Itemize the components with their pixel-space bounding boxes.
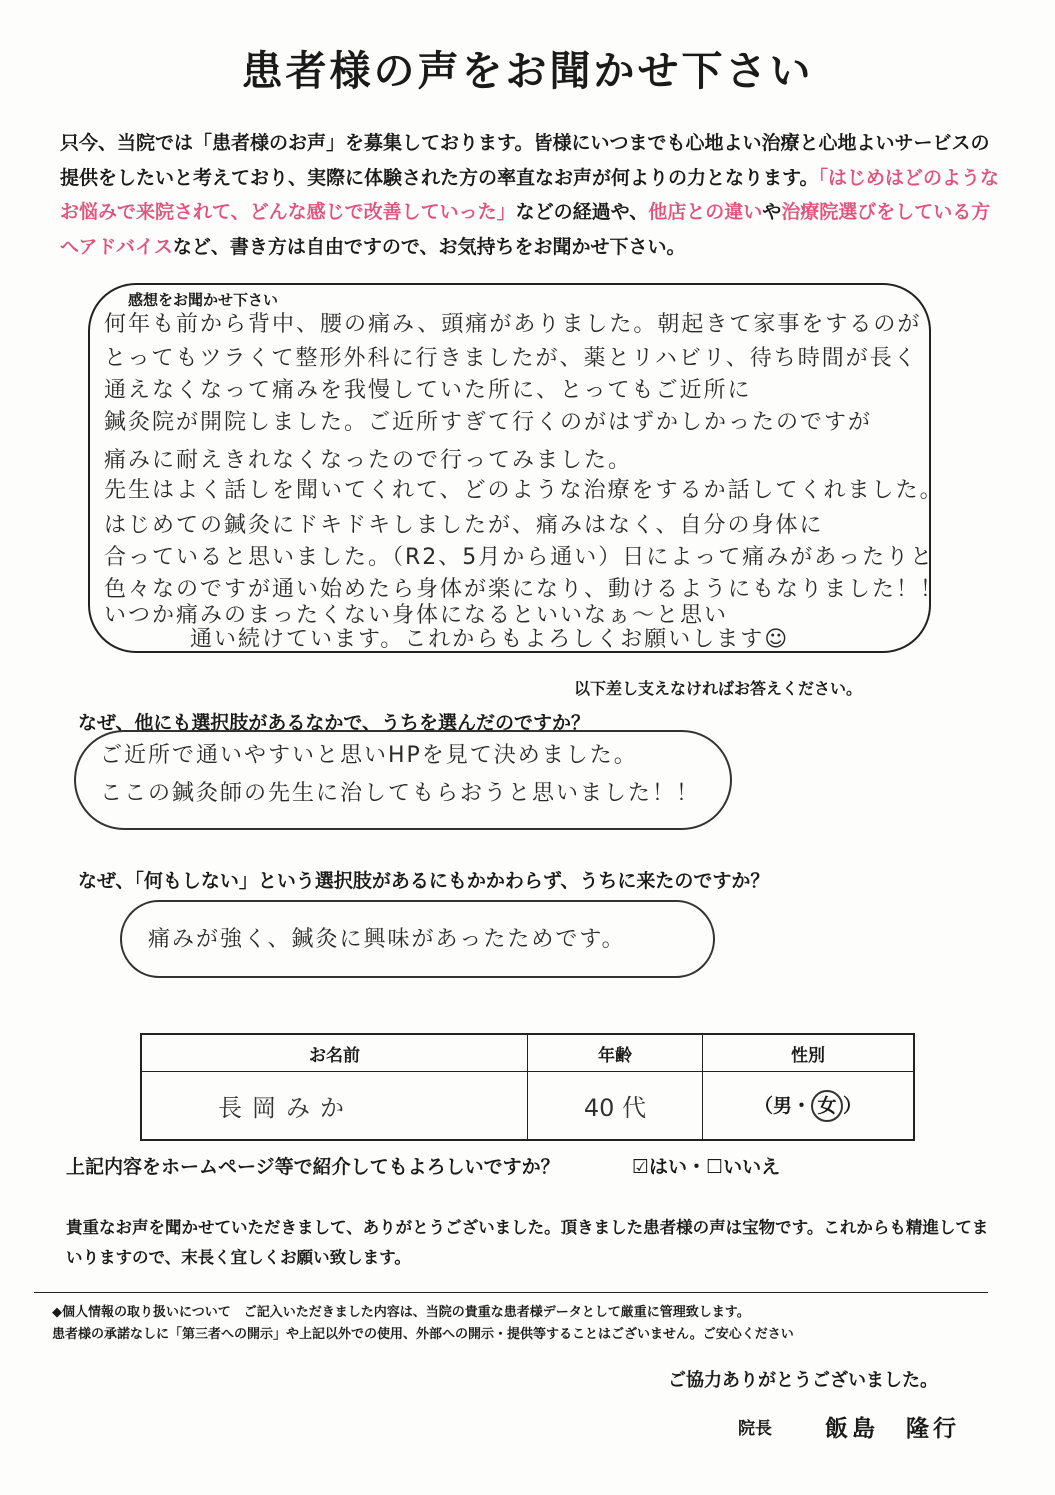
impression-line: とってもツラくて整形外科に行きましたが、薬とリハビリ、待ち時間が長く [104, 346, 918, 371]
impression-line: 何年も前から背中、腰の痛み、頭痛がありました。朝起きて家事をするのが [104, 312, 922, 337]
director-name: 飯島 隆行 [825, 1416, 960, 1442]
intro-text: 只今、当院では「患者様のお声」を募集しております。皆様にいつまでも心地よい治療と心地よいサービスの提供をしたいと考えており、実際に体験された方の率直なお声が何よりの力となります。 [60, 132, 990, 189]
intro-paragraph [60, 126, 1000, 264]
consent-no-label: いいえ [723, 1156, 781, 1178]
header-gender: 性別 [703, 1034, 915, 1072]
closing-message: 貴重なお声を聞かせていただきまして、ありがとうございました。頂きました患者様の声は宝物です。これからも精進してまいりますので、末長く宜しくお願い致します。 [66, 1218, 989, 1267]
thanks-message: ご協力ありがとうございました。 [668, 1370, 938, 1391]
answer-1-line: ご近所で通いやすいと思いHPを見て決めました。 [100, 743, 638, 768]
gender-open: （男・ [753, 1094, 811, 1117]
intro-text: など、書き方は自由ですので、お気持ちをお聞かせ下さい。 [172, 235, 686, 258]
impression-line: はじめての鍼灸にドキドキしましたが、痛みはなく、自分の身体に [104, 513, 824, 538]
gender-selected: 女 [811, 1090, 843, 1122]
checkbox-empty-icon[interactable]: ☐ [706, 1156, 724, 1178]
privacy-notice [52, 1302, 1012, 1346]
intro-text: などの経過や、 [515, 201, 649, 223]
privacy-line: ◆個人情報の取り扱いについて ご記入いただきました内容は、当院の貴重な患者様データとして厳重に管理致します。 [52, 1305, 750, 1320]
consent-question: 上記内容をホームページ等で紹介してもよろしいですか？ [66, 1156, 560, 1178]
intro-text: や [762, 201, 782, 223]
page-title: 患者様の声をお聞かせ下さい [241, 47, 814, 95]
privacy-line: 患者様の承諾なしに「第三者への開示」や上記以外での使用、外部への開示・提供等することはございません。ご安心ください [52, 1327, 794, 1342]
impression-line: 通えなくなって痛みを我慢していた所に、とってもご近所に [104, 378, 752, 403]
consent-yes-label: はい・ [649, 1156, 707, 1178]
divider [34, 1292, 988, 1293]
answer-2-text: 痛みが強く、鍼灸に興味があったためです。 [148, 927, 626, 952]
impressions-label: 感想をお聞かせ下さい [128, 291, 279, 309]
impression-line: いつか痛みのまったくない身体になるといいなぁ～と思い [104, 603, 729, 628]
director-title: 院長 [738, 1419, 772, 1439]
info-table [140, 1033, 915, 1141]
impression-line: 色々なのですが通い始めたら身体が楽になり、動けるようにもなりました！！ [104, 577, 945, 602]
intro-highlight-3: 治療院選びをしている方へアドバイス [60, 201, 991, 258]
intro-highlight-1: 「はじめはどのようなお悩みで来院されて、どんな感じで改善していった」 [60, 166, 999, 223]
impression-line: 合っていると思いました。（R2、5月から通い）日によって痛みがあったりと [104, 545, 935, 570]
impression-line: 鍼灸院が開院しました。ご近所すぎて行くのがはずかしかったのですが [104, 410, 873, 435]
gender-value [703, 1072, 915, 1141]
header-name: お名前 [141, 1034, 528, 1072]
question-1: なぜ、他にも選択肢があるなかで、うちを選んだのですか？ [78, 712, 591, 734]
consent-options [632, 1152, 780, 1179]
checkbox-checked-icon[interactable]: ☑ [632, 1156, 650, 1178]
header-age: 年齢 [528, 1034, 703, 1072]
optional-note: 以下差し支えなければお答えください。 [574, 679, 863, 698]
age-value: 40 代 [528, 1072, 703, 1141]
gender-close: ） [843, 1094, 863, 1117]
impression-line: 通い続けています。これからもよろしくお願いします☺ [190, 627, 790, 652]
name-value: 長岡みか [141, 1072, 528, 1141]
impression-line: 痛みに耐えきれなくなったので行ってみました。 [104, 448, 633, 473]
intro-highlight-2: 他店との違い [648, 201, 763, 223]
answer-1-line: ここの鍼灸師の先生に治してもらおうと思いました！！ [100, 781, 701, 806]
impression-line: 先生はよく話しを聞いてくれて、どのような治療をするか話してくれました。 [104, 478, 944, 503]
question-2: なぜ、「何もしない」という選択肢があるにもかかわらず、うちに来たのですか？ [78, 870, 770, 892]
